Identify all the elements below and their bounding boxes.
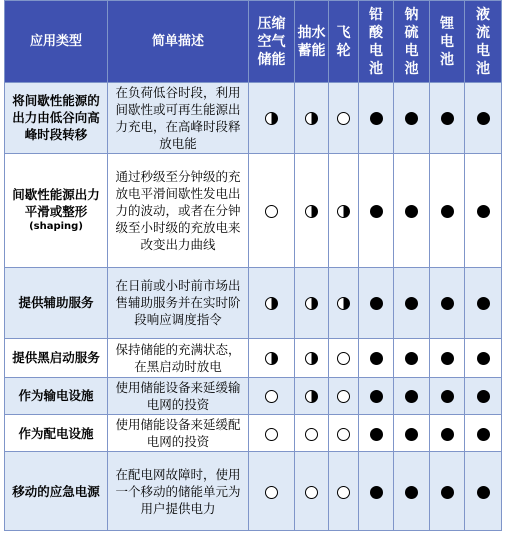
table-body [5,83,502,531]
filled-circle-icon [441,112,454,125]
half-filled-circle-icon [305,297,318,310]
application-type-cell [5,267,108,339]
application-type-label: 提供辅助服务 [18,295,94,311]
header-flywheel [329,1,359,83]
application-type-label: 移动的应急电源 [12,483,100,499]
header-flywheel-label: 飞轮 [336,24,351,59]
application-type-label: 间歇性能源出力平滑或整形 [12,187,100,220]
filled-circle-icon [405,352,418,365]
application-type-label: 提供黑启动服务 [12,350,100,366]
suitability-cell [359,339,394,377]
suitability-cell [295,414,329,451]
suitability-cell [394,377,430,414]
suitability-cell [359,267,394,339]
suitability-cell [249,83,295,154]
description-cell: 使用储能设备来延缓输电网的投资 [108,377,249,414]
suitability-cell [465,452,502,531]
suitability-cell [430,339,465,377]
table-row [5,414,502,451]
suitability-cell [295,267,329,339]
suitability-cell [359,153,394,267]
table-row [5,339,502,377]
suitability-cell [465,339,502,377]
header-lithium [430,1,465,83]
empty-circle-icon [265,390,278,403]
application-type-cell [5,414,108,451]
suitability-cell [295,452,329,531]
filled-circle-icon [477,112,490,125]
suitability-cell [329,267,359,339]
empty-circle-icon [265,486,278,499]
application-type-cell [5,452,108,531]
empty-circle-icon [265,428,278,441]
suitability-cell [465,267,502,339]
suitability-cell [329,339,359,377]
header-row [5,1,502,83]
suitability-cell [249,153,295,267]
suitability-cell [430,452,465,531]
header-application-type: 应用类型 [5,1,108,83]
suitability-cell [394,267,430,339]
filled-circle-icon [441,352,454,365]
suitability-cell [249,267,295,339]
suitability-cell [249,452,295,531]
empty-circle-icon [305,428,318,441]
empty-circle-icon [337,352,350,365]
application-type-cell [5,153,108,267]
filled-circle-icon [370,297,383,310]
header-lead-acid-label: 铅酸电池 [369,6,383,77]
suitability-cell [329,414,359,451]
header-flow-battery-label: 液流电池 [476,6,490,77]
description-cell: 在配电网故障时，使用一个移动的储能单元为用户提供电力 [108,452,249,531]
filled-circle-icon [405,205,418,218]
table-row [5,452,502,531]
suitability-cell [394,83,430,154]
suitability-cell [465,153,502,267]
empty-circle-icon [305,486,318,499]
filled-circle-icon [405,428,418,441]
filled-circle-icon [405,486,418,499]
header-lead-acid [359,1,394,83]
half-filled-circle-icon [305,390,318,403]
empty-circle-icon [265,205,278,218]
application-type-label: 作为输电设施 [18,388,94,404]
header-flow-battery [465,1,502,83]
storage-application-table [4,0,502,531]
filled-circle-icon [370,205,383,218]
half-filled-circle-icon [337,297,350,310]
suitability-cell [329,452,359,531]
header-pumped-hydro-label: 抽水蓄能 [297,24,326,59]
suitability-cell [430,83,465,154]
empty-circle-icon [337,428,350,441]
description-cell: 保持储能的充满状态，在黑启动时放电 [108,339,249,377]
suitability-cell [394,452,430,531]
table-row [5,377,502,414]
suitability-cell [359,377,394,414]
filled-circle-icon [441,205,454,218]
suitability-cell [394,339,430,377]
suitability-cell [359,414,394,451]
description-cell: 在日前或小时前市场出售辅助服务并在实时阶段响应调度指令 [108,267,249,339]
filled-circle-icon [405,112,418,125]
suitability-cell [359,83,394,154]
suitability-cell [394,153,430,267]
filled-circle-icon [441,297,454,310]
filled-circle-icon [370,486,383,499]
table-row [5,267,502,339]
suitability-cell [329,153,359,267]
header-pumped-hydro [295,1,329,83]
suitability-cell [394,414,430,451]
suitability-cell [465,414,502,451]
application-type-label: 将间歇性能源的出力由低谷向高峰时段转移 [12,93,100,143]
filled-circle-icon [441,390,454,403]
header-description: 简单描述 [108,1,249,83]
suitability-cell [359,452,394,531]
empty-circle-icon [337,486,350,499]
header-compressed-air [249,1,295,83]
header-lithium-label: 锂电池 [440,15,454,68]
suitability-cell [295,339,329,377]
suitability-cell [249,377,295,414]
filled-circle-icon [405,390,418,403]
half-filled-circle-icon [305,205,318,218]
filled-circle-icon [370,352,383,365]
half-filled-circle-icon [305,352,318,365]
header-sodium-sulfur [394,1,430,83]
suitability-cell [430,377,465,414]
application-type-sublabel: (shaping) [29,221,83,233]
suitability-cell [295,153,329,267]
half-filled-circle-icon [265,112,278,125]
half-filled-circle-icon [305,112,318,125]
suitability-cell [249,414,295,451]
filled-circle-icon [441,486,454,499]
header-sodium-sulfur-label: 钠硫电池 [404,6,419,77]
application-type-cell [5,377,108,414]
suitability-cell [329,377,359,414]
suitability-cell [295,377,329,414]
suitability-cell [430,414,465,451]
description-cell: 通过秒级至分钟级的充放电平滑间歇性发电出力的波动，或者在分钟级至小时级的充放电来改变出力曲线 [108,153,249,267]
filled-circle-icon [441,428,454,441]
filled-circle-icon [370,390,383,403]
filled-circle-icon [477,428,490,441]
table-row [5,83,502,154]
suitability-cell [430,153,465,267]
application-type-cell [5,83,108,154]
filled-circle-icon [477,390,490,403]
suitability-cell [249,339,295,377]
filled-circle-icon [370,112,383,125]
suitability-cell [430,267,465,339]
application-type-label: 作为配电设施 [18,425,94,441]
suitability-cell [295,83,329,154]
filled-circle-icon [405,297,418,310]
empty-circle-icon [337,112,350,125]
table-row [5,153,502,267]
half-filled-circle-icon [337,205,350,218]
empty-circle-icon [337,390,350,403]
header-compressed-air-label: 压缩空气储能 [257,15,286,68]
filled-circle-icon [370,428,383,441]
filled-circle-icon [477,486,490,499]
suitability-cell [465,83,502,154]
suitability-cell [465,377,502,414]
suitability-cell [329,83,359,154]
description-cell: 使用储能设备来延缓配电网的投资 [108,414,249,451]
half-filled-circle-icon [265,297,278,310]
application-type-cell [5,339,108,377]
filled-circle-icon [477,352,490,365]
half-filled-circle-icon [265,352,278,365]
description-cell: 在负荷低谷时段，利用间歇性或可再生能源出力充电，在高峰时段释放电能 [108,83,249,154]
filled-circle-icon [477,297,490,310]
filled-circle-icon [477,205,490,218]
